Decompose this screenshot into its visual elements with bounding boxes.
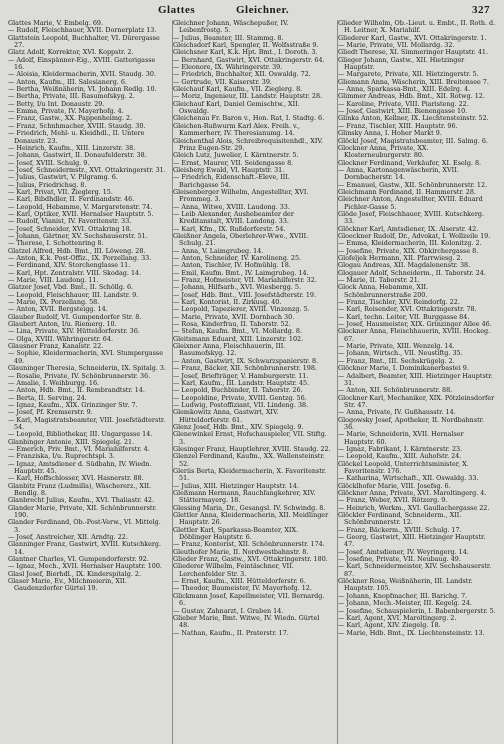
directory-entry: Glemkowitz Anna, Gastwirt, XIV. Hütteldorferstr. 61. bbox=[173, 408, 279, 424]
directory-entry: Glieder Franz, Gastw., XVI. Ottakringerstr. 180. bbox=[173, 555, 328, 564]
directory-entry: — Josef, Pf. Kremserstr. 9. bbox=[8, 408, 93, 417]
directory-entry: — Karl, Agent, XVI. Maroltingerg. 2. bbox=[338, 613, 457, 622]
directory-entry: Glauber Rudolf, VI. Gumpendorfer Str. 8. bbox=[8, 312, 142, 321]
directory-entry: — Emma, Private, IV. Mayerhofg. 4. bbox=[8, 107, 124, 116]
directory-entry: Glöckner Anna, Private, XVI. Maroltingerg. 4. bbox=[338, 489, 487, 497]
directory-entry: Gleuthofer Marie, II. Nordwestbahnstr. 8. bbox=[173, 547, 309, 556]
directory-entry: — Franz, Bäcker, XII. Schönbrunnerstr. 198. bbox=[173, 364, 317, 373]
directory-entry: Glöckner Karl, Amtsdiener, IX. Alserstr. 42. bbox=[338, 224, 479, 233]
directory-entry: — Leopold, Fleischhauer, III. Landstr. 9. bbox=[8, 290, 139, 299]
directory-entry: — Johann, Hilfsarb., XVI. Wiesbergg. 5. bbox=[173, 283, 301, 292]
directory-entry: — Gertrude, VII. Kaiserstr. 39. bbox=[173, 77, 272, 86]
directory-entry: Gleichauf Karl, Daniel Gemischtw., XII. Oswaldg. bbox=[173, 99, 300, 116]
directory-entry: Glinka Anton, Kellner, IX. Liechtensteinstr. 52. bbox=[338, 114, 489, 123]
directory-entry: Glöckler Ferdinand, Schneiderm., XII. Schönbrunnerstr. 12. bbox=[338, 511, 462, 527]
directory-entry: — Bernhard, Gastwirt, XVI. Ottakringerstr. 64. bbox=[173, 55, 325, 64]
directory-entry: — Bertha, Weißnäherin, VI. Johann Redlg. 10. bbox=[8, 85, 157, 94]
directory-entry: — Josefine, Schauspielerin, I. Babenbergerstr. 5. bbox=[338, 606, 496, 615]
directory-entry: Gleitsmann Eduard, XIII. Linzerstr. 102. bbox=[173, 334, 304, 343]
directory-entry: Gliedt Therese, XI. Simmeringer Hauptstr. 41. bbox=[338, 48, 489, 57]
directory-entry: — Leib Alexander, Aushebeamter der Kreditanstalt, XVIII. Landong. 33. bbox=[173, 209, 294, 226]
directory-entry: — Nathan, Kaufm., II. Praterstr. 17. bbox=[173, 628, 289, 637]
directory-entry: — Marie, Private, VII. Mollardg. 32. bbox=[338, 41, 455, 50]
directory-entry: Gleichsner Karl, K.k. Hpt. Bmt., I. Doroth. 3. bbox=[173, 48, 318, 57]
directory-entry: Glöcklhofer Marie, VIII. Josefsg. 6. bbox=[338, 481, 451, 490]
directory-entry: — Heinrich, Werkm., XVI. Gaullachergasse 22. bbox=[338, 503, 490, 512]
directory-entry: Glieber Marie, Bmt. Witwe, IV. Wiedn. Gürtel 48. bbox=[173, 613, 320, 630]
directory-columns bbox=[8, 20, 496, 744]
directory-entry: — Julius, Beamter, III. Stammg. 8. bbox=[173, 33, 284, 42]
directory-entry: — Ignaz, Kaufm., XIX. Grinzinger Str. 7. bbox=[8, 400, 138, 409]
directory-entry: — Anton, XVII. Bergsteigg. 14. bbox=[8, 305, 108, 314]
directory-entry: Gleriis Berta, Kleidermacherin, X. Favoritenstr. 51. bbox=[173, 466, 327, 483]
directory-entry: Glieder Wilhelm, Ob.-Lieut. u. Embt., II. Roth. d. H. Leitner, X. Mariahilf. bbox=[338, 20, 496, 35]
directory-entry: — Aloisia, Kleidermacherin, XVII. Staudg. 30. bbox=[8, 70, 156, 79]
directory-entry: Gliederer Wilhelm, Feintäschner, VII. Lerchenfelder Str. 3. bbox=[173, 562, 294, 578]
directory-entry: Glesinger Franz, Hauptlehrer, XVIII. Staudg. 22. bbox=[173, 444, 331, 453]
directory-entry: — Julius, Gastwirt, V. Pilgramg. 6. bbox=[8, 173, 118, 182]
directory-entry: Gleisenberger Wilhelm, Angestellter, XVI. Frommeg. 3. bbox=[173, 187, 309, 204]
directory-entry: Glauninger Theresia, Schneiderin, IX. Spitalg. 3. bbox=[8, 364, 166, 373]
directory-entry: — Anton, Tischler, IV. Hofmühlg. 18. bbox=[173, 261, 291, 270]
directory-entry: Glockner Ferdinand, Verkäufer, XI. Eselg. 8. bbox=[338, 158, 482, 167]
directory-entry: — Stefan, Kaufm. Bmt., VI. Mollardg. 8. bbox=[173, 327, 302, 336]
directory-entry: Gleichsdorf Karl, Spengler, II. Wolfsstraße 9. bbox=[173, 41, 319, 50]
directory-entry: — Josefine, Private, VII. Neubaug. 49. bbox=[338, 555, 461, 564]
directory-entry: — Franz, Gastw., XX. Pappenheimg. 2. bbox=[8, 114, 133, 123]
directory-entry: Glanbrecht Julius, Kaufm., XVI. Thaliastr. 42. bbox=[8, 496, 155, 505]
directory-entry: Gleisberg Ewald, VI. Hauptstr. 31. bbox=[173, 165, 285, 174]
directory-column-2 bbox=[172, 20, 331, 744]
directory-entry: — Leopold, Kaufm., XIII. Auhofstr. 24. bbox=[338, 452, 462, 461]
directory-entry: — Anton, K.k. Post-Offiz., IX. Porzellang. 33. bbox=[8, 254, 152, 262]
directory-entry: Glogauer Adolf, Schneiderm., II. Taborstr. 24. bbox=[338, 268, 486, 277]
directory-entry: Glasl Josef, Bierhdl., IX. Kinderspitalg. 2. bbox=[8, 569, 141, 578]
directory-entry: — Lina, Private, XIV. Hütteldorferstr. 36. bbox=[8, 327, 140, 336]
directory-entry: Gleißner Angela, Oberlehrer-Wwe., XVIII. Schulg. 21. bbox=[173, 231, 309, 248]
directory-entry: Glander Marie, Private, XII. Schönbrunnerstr. 190. bbox=[8, 503, 157, 520]
directory-entry: — Josefine, Private, XIX. Obkirchergasse 8. bbox=[338, 246, 479, 255]
directory-entry: Glock Anna, Hebamme, XII. Schönbrunnerstraße 200. bbox=[338, 283, 429, 299]
directory-entry: — Marie, Schneiderin, XVII. Hernalser Hauptstr. 60. bbox=[338, 430, 464, 446]
directory-entry: Gleixner Anna, Fleischhauerin, III. Rasumofskyg. 12. bbox=[173, 342, 286, 358]
directory-entry: — Anna, Witwe, XVIII. Laudong. 33. bbox=[173, 202, 290, 211]
directory-entry: — Marie, Hdb. Bmt., IX. Liechtensteinstr. 13. bbox=[338, 628, 485, 637]
directory-entry: — Olga, XVIII. Währingerstr. 64. bbox=[8, 334, 113, 343]
directory-entry: — Theodor, Baumeister, IV. Mayerhofg. 12. bbox=[173, 584, 312, 593]
directory-entry: Glöckl Josef, Magistratsbeamter, III. Salmg. 6. bbox=[338, 136, 488, 145]
directory-entry: — Franz, Schnhmacher, XVIII. Staudg. 30. bbox=[8, 121, 146, 130]
directory-entry: — Karl, Kaufm., III. Landstr. Hauptstr. 45. bbox=[173, 378, 310, 387]
directory-entry: — Anna, V. Laimgrubeg. 14. bbox=[173, 246, 264, 255]
directory-entry: — Margarete, Private, XII. Hietzingerstr. 5. bbox=[338, 70, 479, 79]
directory-entry: — Johann, Knopfmacher, III. Barichg. 7. bbox=[338, 591, 468, 600]
directory-entry: — Franz, Hofmeister, VII. Mariahilferstr. 32. bbox=[173, 276, 317, 285]
directory-entry: Glessing Maria, Dr., Gesangsl. IV. Schwindg. 8. bbox=[173, 503, 326, 512]
directory-entry: — Josef, XVIII. Schulg. 9. bbox=[8, 158, 90, 167]
directory-entry: — Josef, Schneidermstr., XVI. Ottakringerstr. 31. bbox=[8, 165, 166, 174]
directory-entry: — Karl, Magistratsbeamter, VIII. Josefstädterstr. 54. bbox=[8, 415, 166, 431]
directory-entry: Glausner Franz, Kanalstr. 22. bbox=[8, 342, 104, 351]
directory-entry: — Josef, Anstreicher, XII. Arndtg. 22. bbox=[8, 533, 128, 542]
directory-entry: — Betty, I/u Int. Donaustr. 29. bbox=[8, 99, 105, 108]
directory-entry: — Therese, I. Schottenring 8. bbox=[8, 239, 104, 248]
directory-entry: — Leopoldine, Private, XVIII. Gentzg. 56. bbox=[173, 393, 307, 402]
directory-entry: — Marie, Private, XVII. Dornbach 30. bbox=[173, 312, 295, 321]
directory-entry: — Berta, II. Serving. 24. bbox=[8, 393, 87, 402]
directory-entry: Glofeljek Hermann, XII. Pfarrwiesg. 2. bbox=[338, 254, 463, 262]
directory-entry: — Karl, Hoffschlosser, XVI. Hasnerstr. 88. bbox=[8, 474, 144, 483]
directory-entry: — Karl, Schneidermeister, XIV. Sechshauserstr. 87. bbox=[338, 562, 492, 578]
directory-entry: Gleichenau Fr. Baron v., Hon. Rat, I. Stadtg. 6. bbox=[173, 114, 325, 123]
directory-entry: — Anton, Schneider, IV. Karolineng. 25. bbox=[173, 254, 302, 262]
directory-entry: Gleichenthal Alois, Schreibrequisitenhdl., XIV. Prinz Eugen-Str. 29. bbox=[173, 136, 323, 152]
directory-entry: — Josef, Amtsdiener, IV. Weyringerg. 14. bbox=[338, 547, 469, 556]
directory-entry: — Anna, Private, IV. Gußhausstr. 14. bbox=[338, 408, 456, 417]
directory-entry: — Heinrich, Kaufm., XIII. Linzerstr. 38. bbox=[8, 143, 136, 152]
directory-entry: Glockner Karl, Mechaniker, XIX. Pötzleinsdorfer Str. 47. bbox=[338, 393, 495, 409]
directory-entry: — Franz, Bäckerm., XVIII. Schulg. 17. bbox=[338, 525, 462, 534]
directory-entry: — Julius, XIII. Hietzinger Hauptstr. 14. bbox=[173, 481, 299, 490]
directory-entry: Glogau Andreas, XII. Magdalenenstr. 38. bbox=[338, 261, 471, 270]
directory-entry: Glinsky Anna, I. Hoher Markt 9. bbox=[338, 129, 442, 138]
directory-entry: — Eleonore, IX. Währingerstr. 39. bbox=[173, 63, 283, 72]
directory-entry: — Bertha, Private, III. Rasumofskyg. 2. bbox=[8, 92, 135, 101]
directory-entry: — Marie, IX. Porzellang. 58. bbox=[8, 298, 100, 307]
directory-entry: Glöckner Rosa, Weißnäherin, III. Landstr. Hauptstr. 105. bbox=[338, 577, 473, 593]
directory-entry: — Karl, Optiker, XVII. Hernalser Hauptstr. 5. bbox=[8, 209, 154, 218]
directory-entry: — Ernst, Kaufm., XIII. Hütteldorferstr. 6. bbox=[173, 577, 306, 586]
directory-entry: Gleichauf Karl, Kaufm., VII. Zieglerg. 8. bbox=[173, 85, 303, 94]
directory-entry: — Leopold, Bibliothekar, III. Ungargasse 14. bbox=[8, 430, 153, 439]
directory-entry: Glieger Johann, Gastw., XII. Hietzinger Hauptstr. bbox=[338, 55, 465, 72]
directory-entry: — Friedrich, Buchhalter, XII. Oswaldg. 72. bbox=[173, 70, 311, 79]
directory-entry: — Marie, VIII. Laudong. 11. bbox=[8, 276, 99, 285]
page-number: 327 bbox=[472, 4, 490, 16]
directory-entry: — Karl, Reisender, XVI. Ottakringerstr. 78. bbox=[338, 305, 477, 314]
directory-entry: — Ludwig, Postoffiziant, VII. Lindeng. 38. bbox=[173, 400, 309, 409]
directory-entry: — Johann, Mech.-Meister, III. Kegelg. 24. bbox=[338, 599, 472, 608]
directory-entry: Glatzel Alfred, Hdb. Bmt., III. Löweng. 28. bbox=[8, 246, 146, 255]
directory-entry: — Leopold, Buchbinder, II. Taborstr. 26. bbox=[173, 386, 303, 395]
directory-entry: Gloeckner Rudolf, Dr., Advokat, I. Wollzeile 19. bbox=[338, 231, 491, 240]
directory-entry: Gleichen-Rußwurm Karl Alex. Freih. v., Kammerherr, IV. Theresianumg. 14. bbox=[173, 121, 300, 138]
directory-entry: — Friedrich, Eidenschaft.-Eleve, III. Barichgasse 54. bbox=[173, 173, 290, 189]
directory-entry: — Franz, Tischler, XIII. Hauptstr. 96. bbox=[338, 121, 458, 130]
directory-entry: Glaubert Anton, I/u. Riemerg. 10. bbox=[8, 320, 117, 329]
page-header bbox=[8, 4, 496, 18]
directory-entry: Glenz Josef, Hdb. Bmt., XIV. Spiegelg. 9. bbox=[173, 422, 304, 431]
directory-entry: — Josef, Hdb. Bmt., VIII. Josefstädterstr. 19. bbox=[173, 290, 316, 299]
directory-entry: — Karl, Privat, VII. Zieglerg. 15. bbox=[8, 187, 113, 196]
directory-entry: Glockner Anna, Private, XX. Klosterneuburgerstr. 80. bbox=[338, 143, 429, 160]
directory-entry: Glatz Adolf, Korrektor, XVI. Koppstr. 2. bbox=[8, 48, 134, 57]
directory-entry: — Ignaz, Amtsdiener d. Südbahn, IV. Wiedn. Hauptstr. 45. bbox=[8, 459, 152, 475]
directory-column-3 bbox=[337, 20, 496, 744]
directory-entry: — Franz, Kontorist, XII. Schönbrunnerstr. 174. bbox=[173, 540, 325, 549]
directory-entry: Glöde Josef, Fleischhauer, XVIII. Kutschkerg. 33. bbox=[338, 209, 485, 226]
directory-entry: Glenewinkel Ernst, Hofschauspieler, VII. Stiftg. 3. bbox=[173, 430, 327, 446]
directory-entry: — Franz, Weber, XVII. Rötzerg. 9. bbox=[338, 496, 448, 505]
directory-entry: — Karl, Hpt. Zentralstr. VIII. Skodag. 14. bbox=[8, 268, 142, 277]
directory-entry: — Anton, Hdb. Bmt., II. Rembrandtstr. 14. bbox=[8, 386, 145, 395]
directory-entry: Gleßmann Hermann, Rauchfangkehrer, XIV. Stättermayerg. 18. bbox=[173, 489, 316, 505]
directory-entry: Gliederer Karl, Gastw., XVI. Ottakringerstr. 1. bbox=[338, 33, 487, 42]
directory-entry: — Leopold, Hebamme, V. Margaretenstr. 74. bbox=[8, 202, 153, 211]
directory-entry: Glattstein Leopold, Buchhalter, VI. Dürergasse 27. bbox=[8, 33, 160, 50]
directory-entry: — Josef, Schneider, XVI. Ottakring 18. bbox=[8, 224, 132, 233]
directory-entry: — Franz, Tischler, XIV. Reindorfg. 22. bbox=[338, 298, 460, 307]
directory-entry: — Franz, Bmt., III. Sechskrügelg. 2. bbox=[338, 356, 455, 365]
directory-entry: — Johann, Wirtsch., VII. Neustiftg. 35. bbox=[338, 349, 463, 358]
directory-entry: — Georg, Gastwirt, XIII. Hietzinger Hauptstr. 47. bbox=[338, 533, 486, 549]
directory-entry: — Sophie, Kleidermacherin, XVI. Stumpergasse 49. bbox=[8, 349, 163, 365]
directory-entry: Glickmann Josef, Kapellmeister, VII. Bernardg. 6. bbox=[173, 591, 325, 608]
directory-entry: — Ferdinand, XIV. Storchenglasse 11. bbox=[8, 261, 131, 270]
directory-entry: — Anton, Kaufm., III. Salesianerg. 6. bbox=[8, 77, 127, 86]
directory-entry: — Anna, Sparkassa-Bmt., XIII. Edelrg. 4. bbox=[338, 85, 471, 94]
directory-entry: Gleichner Anton, Angestellter, XVIII. Eduard Pichler-Gasse 5. bbox=[338, 195, 483, 211]
directory-entry: Gleichner Johann, Wäschepußer, IV. Leibenfrostg. 5. bbox=[173, 20, 289, 35]
directory-entry: — Gustav, Zahnarzt, I. Graben 14. bbox=[173, 606, 284, 615]
directory-entry: — Ignaz, Fabrikant, I. Kärntnerstr. 23. bbox=[338, 444, 463, 453]
directory-entry: — Adolf, Einspänner-Eig., XVIII. Gatterigasse 16. bbox=[8, 55, 156, 72]
directory-entry: — Karl, Kontorist, II. Zirkusg. 40. bbox=[173, 298, 282, 307]
directory-entry: — Adalbert, Beamter, XIII. Hietzinger Hauptstr. 31. bbox=[338, 371, 493, 387]
directory-entry: — Amalie, I. Weihburgg. 16. bbox=[8, 378, 100, 387]
directory-entry: Glogowsky Josef, Apotheker, II. Nordbahnstr. 36. bbox=[338, 415, 485, 431]
directory-entry: Glanbinger Antonie, XIII. Spiegelg. 21. bbox=[8, 437, 135, 446]
directory-entry: — Emma, Kleidermacherin, III. Kolonitzg. 2. bbox=[338, 239, 482, 248]
directory-entry: — Ernst, Maurer, VII. Seidengasse 8. bbox=[173, 158, 294, 167]
directory-entry: Glantner Charles, VI. Gumpendorferstr. 92. bbox=[8, 555, 149, 564]
directory-column-1 bbox=[8, 20, 166, 744]
directory-entry: Glöckel Leopold, Unterrichtsminister, X. Favoritenstr. 176. bbox=[338, 459, 469, 475]
directory-entry: — Marie, Private, XIII. Wenzelg. 14. bbox=[338, 342, 455, 351]
directory-entry: Glenzel Ferdinand, Kaufm., XX. Wallensteinstr. 52. bbox=[173, 452, 325, 468]
directory-entry: — Rosalie, Private, IV. Schönbrunnerstr. 36. bbox=[8, 371, 151, 380]
directory-entry: — Karoline, Private, VIII. Piaristeng. 22. bbox=[338, 99, 469, 108]
directory-entry: — Anton, XII. Schönbrunnerstr. 88. bbox=[338, 386, 453, 395]
directory-entry: — Rudolf, Fleischhauer, XVII. Dornerplatz 13. bbox=[8, 26, 157, 35]
directory-entry: — Josef, Briefträger, V. Hamburgerstr. 11. bbox=[173, 371, 309, 380]
directory-entry: Glatzer Josef, Vbd. Bmt., II. Schöllg. 6. bbox=[8, 283, 134, 292]
directory-entry: Glanbitz Franz (Ludmilla), Wäschererz., XII. Bendlg. 8. bbox=[8, 481, 152, 497]
directory-entry: — Friedrich, Mehl- u. Kleidhdl., II. Untere Donaustr. 23. bbox=[8, 129, 145, 145]
directory-entry: — Ignaz, Mech., XVII. Hernalser Hauptstr. 100. bbox=[8, 562, 162, 571]
directory-entry: — Rudolf, Vianist, IV. Favoritenstr. 33. bbox=[8, 217, 132, 226]
directory-entry: — Karl, Kfm., IX. Rußdorferstr. 54. bbox=[173, 224, 286, 233]
directory-entry: — Josef, Gastwirt, XIII. Bienengasse 10. bbox=[338, 107, 468, 116]
directory-entry: Glettler Anna, Kleidermacherin, XII. Meidlinger Hauptstr. 26. bbox=[173, 511, 329, 527]
directory-entry: Glettler Karl, Sparkassa-Beamter, XIX. Döblinger Hauptstr. 6. bbox=[173, 525, 299, 542]
directory-entry: — Emanuel, Gastw., XII. Schönbrunnerstr. 12. bbox=[338, 180, 488, 189]
directory-entry: — Karl, Bibdhdler, II. Ferdinandstr. 46. bbox=[8, 195, 135, 204]
directory-entry: — Karl, techn. Leiter, VII. Burggasse 84. bbox=[338, 312, 470, 321]
directory-entry: Gleichmann Ferdinand, II. Hammerstr. 28. bbox=[338, 187, 476, 196]
directory-entry: — Emil, Kaufm. Bmt., IV. Laimgrubeg. 14. bbox=[173, 268, 309, 277]
directory-entry: Glöckner Marie, I. Dominikanerbastei 9. bbox=[338, 364, 469, 373]
directory-entry: — Leopold, Tapezierer, XVIII. Vinzenzg. 5. bbox=[173, 305, 310, 314]
directory-entry: — Katharina, Wirtschaft., XII. Oswaldg. 33. bbox=[338, 474, 479, 483]
directory-entry: — Moriz, Ingenieur, III. Landstr. Hauptstr. 28. bbox=[173, 92, 323, 101]
directory-entry: — Franziska, I/u. Ruprechtspl. 3. bbox=[8, 452, 115, 461]
header-right-word: Gleichner. bbox=[236, 4, 290, 16]
header-left-word: Glattes bbox=[158, 4, 196, 16]
directory-entry: Glattes Marie, V. Embelg. 69. bbox=[8, 20, 104, 27]
directory-entry: Gleich Lutz, Juwelier, I. Kärntnerstr. 5. bbox=[173, 151, 299, 160]
directory-entry: — Rosa, Kinderfrau, II. Taborstr. 52. bbox=[173, 320, 291, 329]
directory-entry: — Emerich, Priv. Bmt., VI. Mariahilferstr. 4. bbox=[8, 444, 150, 453]
directory-entry: — Anton, Gastwirt, IX. Schwarzspanierstr. 8. bbox=[173, 356, 319, 365]
directory-entry: Glimmer Andreas, Hdb. Bmt., XII. Rotwg. 12. bbox=[338, 92, 485, 101]
directory-entry: — Josef, Hausmeister, XIX. Grinzinger Allee 46. bbox=[338, 320, 492, 329]
directory-entry: — Marie, II. Taborstr. 21. bbox=[338, 276, 420, 285]
directory-entry: Glanninger Franz, Gastwirt, XVIII. Kutschkerg. 14. bbox=[8, 540, 162, 556]
directory-entry: — Julius, Friedrichsg. 8. bbox=[8, 180, 87, 189]
directory-entry: — Anna, Kartonagenwäscherin, XVII. Dornbacherstr. 14. bbox=[338, 165, 459, 182]
directory-entry: — Johann, Gärtner, XV. Sechshauserstr. 51. bbox=[8, 231, 148, 240]
directory-entry: Glockner Anna, Fleischhauerin, XVIII. Hockeg. 67. bbox=[338, 327, 491, 343]
directory-entry: — Johann, Gastwirt, II. Donaufelderstr. 38. bbox=[8, 151, 147, 160]
directory-entry: Gliemann Anna, Wäscherin, XIII. Breitensee 7. bbox=[338, 77, 489, 86]
directory-entry: — Karl, Agent, XIV. Ziegelg. 18. bbox=[338, 621, 441, 630]
directory-entry: Glander Ferdinand, Ob.-Post-Verw., VI. Mittelg. 3. bbox=[8, 518, 161, 534]
directory-entry: Glaser Marie, Ev., Milchmeierin, XII. Gaudenzdorfer Gürtel 19. bbox=[8, 577, 127, 593]
